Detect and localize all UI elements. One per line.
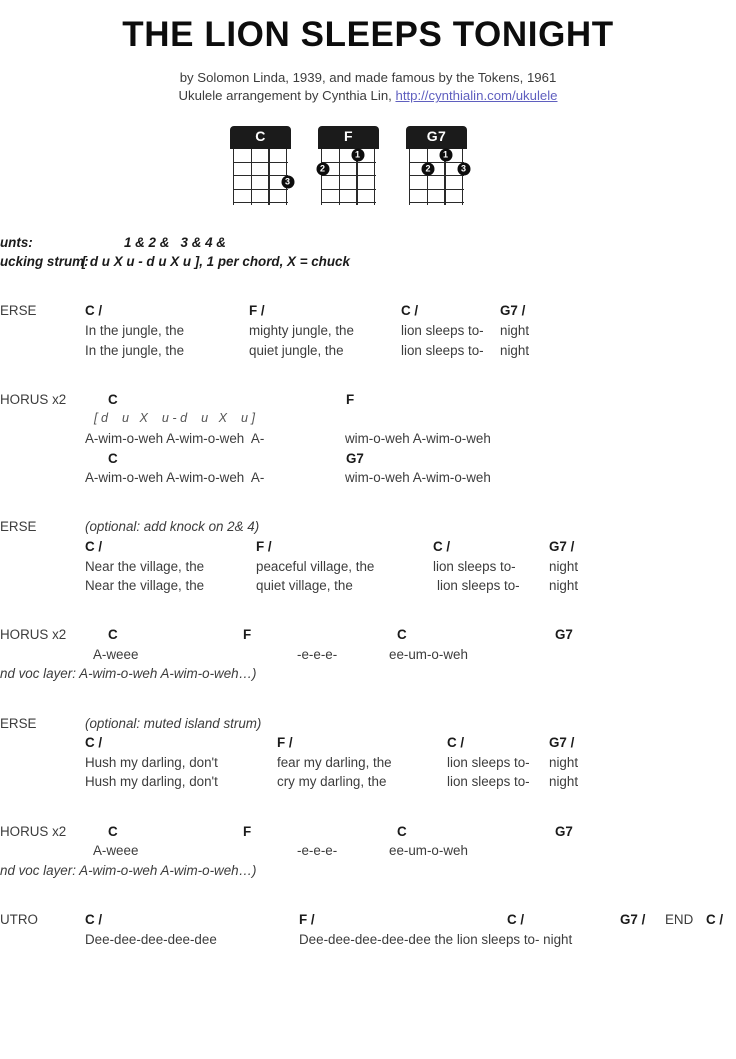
chord-dot-f-2: 2 — [316, 162, 329, 175]
chorus1-lyric-row-1 — [0, 431, 736, 451]
outro-end-label: END — [665, 912, 694, 928]
verse3-l2-d: night — [549, 774, 579, 790]
verse2-l1-d: night — [549, 558, 579, 574]
verse2-note-row — [0, 519, 736, 539]
verse1-l1-b: mighty jungle, the — [249, 322, 354, 338]
chorus3-lyric-row — [0, 843, 736, 863]
verse3-note-row — [0, 716, 736, 736]
chorus2-label: HORUS x2 — [0, 627, 67, 643]
arrangement-label: Ukulele arrangement by Cynthia Lin, — [178, 88, 396, 104]
verse3-lyric-row-2 — [0, 774, 736, 794]
chord-diagram-g7-name: G7 — [406, 126, 467, 148]
chorus1-chord-c1: C — [108, 391, 118, 407]
chord-diagram-g7-grid — [409, 149, 464, 205]
chorus1-l2-left: A-wim-o-weh A-wim-o-weh A- — [85, 470, 265, 486]
chorus1-strum-row — [0, 411, 736, 431]
chord-diagram-c-grid — [233, 149, 288, 205]
outro-chord-f: F / — [299, 912, 315, 928]
chorus1-l1-right: wim-o-weh A-wim-o-weh — [345, 430, 491, 446]
chorus3-chord-g7: G7 — [555, 823, 573, 839]
verse3-l1-d: night — [549, 754, 579, 770]
chord-dot-g7-1: 1 — [439, 149, 452, 162]
verse3-note: (optional: muted island strum) — [85, 715, 262, 731]
page-title: THE LION SLEEPS TONIGHT — [122, 15, 614, 54]
chorus3-chord-c1: C — [108, 823, 118, 839]
chorus2-lyric-c: ee-um-o-weh — [389, 646, 468, 662]
arrangement-line — [0, 87, 736, 106]
chorus1-chord-row-2 — [0, 451, 736, 471]
outro-lyric-row — [0, 932, 736, 952]
chorus1-l1-left: A-wim-o-weh A-wim-o-weh A- — [85, 430, 265, 446]
chorus2-chord-g7: G7 — [555, 627, 573, 643]
chorus3-label: HORUS x2 — [0, 823, 67, 839]
verse1-l1-c: lion sleeps to- — [401, 322, 484, 338]
verse2-chord-f: F / — [256, 538, 272, 554]
verse2-chord-g7: G7 / — [549, 538, 575, 554]
song-sheet-body — [0, 235, 736, 952]
chorus1-chord-c2: C — [108, 450, 118, 466]
chorus1-l2-right: wim-o-weh A-wim-o-weh — [345, 470, 491, 486]
verse3-chord-g7: G7 / — [549, 735, 575, 751]
verse3-l2-c: lion sleeps to- — [447, 774, 530, 790]
chord-dot-c-1: 3 — [281, 176, 294, 189]
verse2-lyric-row-1 — [0, 559, 736, 579]
chorus3-voc-note: nd voc layer: A-wim-o-weh A-wim-o-weh…) — [0, 862, 257, 878]
verse2-note: (optional: add knock on 2& 4) — [85, 519, 260, 535]
chorus2-voc-note-row — [0, 666, 736, 686]
verse1-l2-d: night — [500, 342, 530, 358]
verse3-chord-f: F / — [277, 735, 293, 751]
outro-chord-g7: G7 / — [620, 912, 646, 928]
outro-label: UTRO — [0, 912, 38, 928]
chorus1-chord-row-1 — [0, 392, 736, 412]
arrangement-url-link[interactable]: http://cynthialin.com/ukulele — [395, 88, 558, 104]
chorus3-voc-note-row — [0, 863, 736, 883]
chord-dot-g7-3: 3 — [457, 162, 470, 175]
chorus2-voc-note: nd voc layer: A-wim-o-weh A-wim-o-weh…) — [0, 666, 257, 682]
chorus1-strum-pattern: [ d u X u - d u X u ] — [94, 411, 255, 426]
chorus2-lyric-row — [0, 647, 736, 667]
verse1-l2-b: quiet jungle, the — [249, 342, 344, 358]
verse1-l2-a: In the jungle, the — [85, 342, 185, 358]
chorus2-lyric-a: A-weee — [93, 646, 139, 662]
verse2-l2-c: lion sleeps to- — [437, 578, 520, 594]
chorus1-lyric-row-2 — [0, 470, 736, 490]
outro-lyric-b: Dee-dee-dee-dee-dee the lion sleeps to- night — [299, 931, 573, 947]
verse3-l1-b: fear my darling, the — [277, 754, 392, 770]
verse3-l2-b: cry my darling, the — [277, 774, 387, 790]
outro-chord-c3: C / — [706, 912, 724, 928]
outro-chord-c2: C / — [507, 912, 525, 928]
verse1-chord-c1: C / — [85, 303, 103, 319]
chorus2-chord-c2: C — [397, 627, 407, 643]
chorus3-chord-row — [0, 824, 736, 844]
verse2-chord-c1: C / — [85, 538, 103, 554]
chord-dot-g7-2: 2 — [422, 162, 435, 175]
counts-label: unts: — [0, 234, 33, 250]
chord-diagram-f-name: F — [318, 126, 379, 148]
verse1-label: ERSE — [0, 303, 37, 319]
chorus3-lyric-b: -e-e-e- — [297, 843, 338, 859]
chord-diagram-c-name: C — [230, 126, 291, 148]
verse3-chord-c2: C / — [447, 735, 465, 751]
outro-chord-c1: C / — [85, 912, 103, 928]
verse3-chord-c1: C / — [85, 735, 103, 751]
verse2-lyric-row-2 — [0, 578, 736, 598]
credit-line: by Solomon Linda, 1939, and made famous by the Tokens, 1961 — [179, 69, 557, 85]
counts-row — [0, 235, 736, 255]
verse3-label: ERSE — [0, 715, 37, 731]
verse1-chord-f: F / — [249, 303, 265, 319]
strum-value: [ d u X u - d u X u ], 1 per chord, X = chuck — [78, 254, 350, 270]
chorus2-chord-c1: C — [108, 627, 118, 643]
verse3-lyric-row-1 — [0, 755, 736, 775]
verse1-l1-d: night — [500, 322, 530, 338]
chorus1-chord-g7: G7 — [346, 450, 364, 466]
strum-row — [0, 254, 736, 274]
strum-label: ucking strum: — [0, 254, 89, 270]
verse2-l1-a: Near the village, the — [85, 558, 205, 574]
counts-value: 1 & 2 & 3 & 4 & — [124, 234, 226, 250]
verse1-lyric-row-2 — [0, 343, 736, 363]
chorus3-lyric-c: ee-um-o-weh — [389, 843, 468, 859]
chorus3-lyric-a: A-weee — [93, 843, 139, 859]
verse2-l1-c: lion sleeps to- — [433, 558, 516, 574]
chord-diagram-f — [318, 126, 379, 204]
verse3-l1-a: Hush my darling, don't — [85, 754, 218, 770]
chord-diagram-c — [230, 126, 291, 204]
chorus2-chord-row — [0, 627, 736, 647]
chorus1-chord-f: F — [346, 391, 355, 407]
verse1-lyric-row-1 — [0, 323, 736, 343]
verse2-l1-b: peaceful village, the — [256, 558, 375, 574]
chorus1-label: HORUS x2 — [0, 391, 67, 407]
chorus3-chord-f: F — [243, 823, 252, 839]
chord-diagram-group — [0, 126, 736, 204]
verse2-chord-row — [0, 539, 736, 559]
verse3-l2-a: Hush my darling, don't — [85, 774, 218, 790]
chord-diagram-f-grid — [321, 149, 376, 205]
verse1-l2-c: lion sleeps to- — [401, 342, 484, 358]
verse2-l2-b: quiet village, the — [256, 578, 353, 594]
outro-chord-row — [0, 912, 736, 932]
chord-dot-f-1: 1 — [351, 149, 364, 162]
chorus2-lyric-b: -e-e-e- — [297, 646, 338, 662]
verse3-chord-row — [0, 735, 736, 755]
verse2-l2-d: night — [549, 578, 579, 594]
outro-lyric-a: Dee-dee-dee-dee-dee — [85, 931, 217, 947]
verse2-chord-c2: C / — [433, 538, 451, 554]
verse1-l1-a: In the jungle, the — [85, 322, 185, 338]
verse2-l2-a: Near the village, the — [85, 578, 205, 594]
verse3-l1-c: lion sleeps to- — [447, 754, 530, 770]
chorus3-chord-c2: C — [397, 823, 407, 839]
chorus2-chord-f: F — [243, 627, 252, 643]
chord-diagram-g7 — [406, 126, 467, 204]
verse1-chord-c2: C / — [401, 303, 419, 319]
verse1-chord-row — [0, 303, 736, 323]
verse2-label: ERSE — [0, 519, 37, 535]
verse1-chord-g7: G7 / — [500, 303, 526, 319]
